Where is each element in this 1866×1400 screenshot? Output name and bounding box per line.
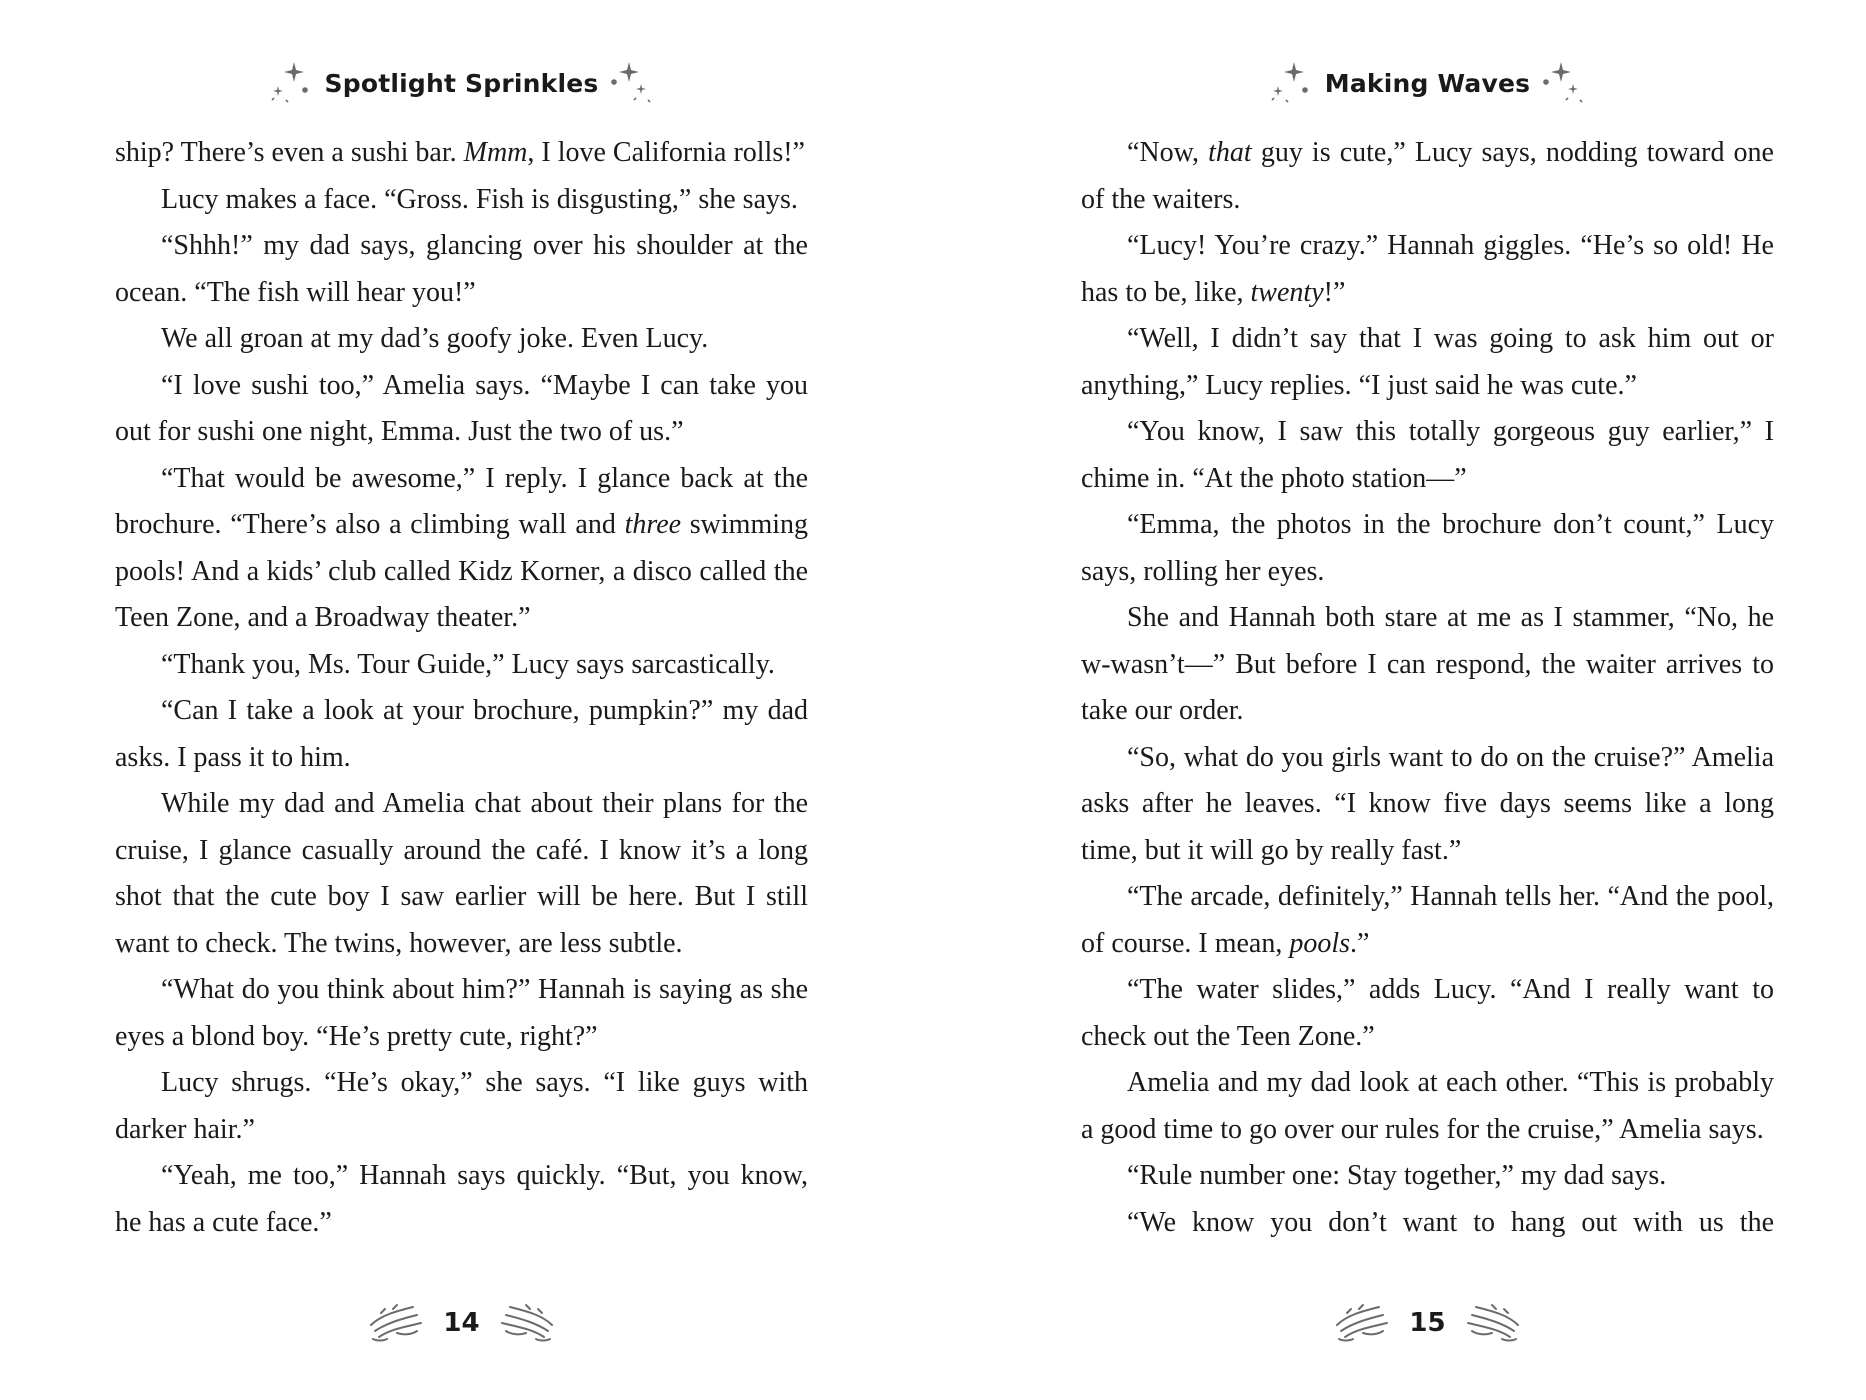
italic-text: three <box>624 509 682 540</box>
text-segment: “Rule number one: Stay together,” my dad says. <box>1127 1160 1667 1191</box>
sparkle-icon <box>608 60 654 106</box>
paragraph <box>115 316 808 363</box>
paragraph <box>115 1060 808 1153</box>
sparkle-icon <box>1269 60 1315 106</box>
paragraph <box>115 130 808 177</box>
paragraph <box>115 642 808 689</box>
paragraph <box>115 1153 808 1246</box>
text-segment: , I love California rolls!” <box>527 137 805 168</box>
italic-text: twenty <box>1250 276 1324 308</box>
text-segment: guy is cute,” Lucy says, nodding toward one of the waiters. <box>1081 137 1774 215</box>
italic-text: that <box>1208 137 1252 168</box>
paragraph <box>1081 409 1774 502</box>
text-segment: We all groan at my dad’s goofy joke. Even Lucy. <box>161 323 709 354</box>
swash-icon <box>367 1301 425 1345</box>
right-body-text <box>1081 130 1774 1246</box>
paragraph <box>115 223 808 316</box>
right-running-head-title: Making Waves <box>1324 68 1531 98</box>
swash-icon <box>1464 1301 1522 1345</box>
text-segment: .” <box>1350 927 1370 959</box>
paragraph <box>115 363 808 456</box>
left-running-head <box>115 58 808 108</box>
paragraph <box>115 688 808 781</box>
sparkle-icon <box>1540 60 1586 106</box>
text-segment: swimming pools! And a kids’ club called Kidz Korner, a disco called the Teen Zone, and a Broadway theater.” <box>115 509 809 633</box>
swash-icon <box>498 1301 556 1345</box>
text-segment: “Thank you, Ms. Tour Guide,” Lucy says sarcastically. <box>161 648 775 680</box>
right-page-number: 15 <box>1409 1308 1446 1338</box>
paragraph <box>1081 130 1774 223</box>
text-segment: “I love sushi too,” Amelia says. “Maybe I can take you out for sushi one night, Emma. Just the two of us.” <box>115 369 808 447</box>
text-segment: “Lucy! You’re crazy.” Hannah giggles. “He’s so old! He has to be, like, <box>1081 230 1774 308</box>
paragraph <box>1081 223 1774 316</box>
paragraph <box>1081 1200 1774 1247</box>
left-folio <box>115 1298 808 1348</box>
italic-text: Mmm <box>463 137 528 168</box>
left-page <box>115 0 808 1400</box>
text-segment: “What do you think about him?” Hannah is saying as she eyes a blond boy. “He’s pretty cute, right?” <box>115 974 808 1052</box>
text-segment: Amelia and my dad look at each other. “This is probably a good time to go over our rules for the cruise,” Amelia says. <box>1081 1067 1774 1145</box>
sparkle-icon <box>269 60 315 106</box>
italic-text: pools <box>1289 927 1351 959</box>
text-segment: While my dad and Amelia chat about their plans for the cruise, I glance casually around the café. I know it’s a long shot that the cute boy I saw earlier will be here. But I still want to check. The twins, however, are less subtle. <box>115 788 808 959</box>
right-folio <box>1081 1298 1774 1348</box>
text-segment: !” <box>1323 276 1346 308</box>
right-running-head <box>1081 58 1774 108</box>
text-segment: “Well, I didn’t say that I was going to ask him out or anything,” Lucy replies. “I just said he was cute.” <box>1081 323 1774 401</box>
text-segment: “Shhh!” my dad says, glancing over his shoulder at the ocean. “The fish will hear you!” <box>115 230 808 308</box>
left-page-number: 14 <box>443 1308 480 1338</box>
left-running-head-title: Spotlight Sprinkles <box>324 68 599 98</box>
paragraph <box>1081 595 1774 735</box>
text-segment: Lucy shrugs. “He’s okay,” she says. “I like guys with darker hair.” <box>115 1067 808 1145</box>
paragraph <box>1081 316 1774 409</box>
text-segment: “Can I take a look at your brochure, pumpkin?” my dad asks. I pass it to him. <box>115 695 808 773</box>
text-segment: “You know, I saw this totally gorgeous guy earlier,” I chime in. “At the photo station—” <box>1081 416 1774 494</box>
right-page <box>1081 0 1774 1400</box>
paragraph <box>1081 735 1774 875</box>
text-segment: “We know you don’t want to hang out with us the <box>1127 1206 1774 1238</box>
text-segment: “Now, <box>1127 137 1209 168</box>
text-segment: She and Hannah both stare at me as I stammer, “No, he w-wasn’t—” But before I can respond, the waiter arrives to take our order. <box>1081 602 1774 726</box>
paragraph <box>1081 1060 1774 1153</box>
paragraph <box>115 456 808 642</box>
text-segment: “So, what do you girls want to do on the cruise?” Amelia asks after he leaves. “I know five days seems like a long time, but it will go by really fast.” <box>1081 741 1774 866</box>
paragraph <box>115 967 808 1060</box>
paragraph <box>1081 502 1774 595</box>
text-segment: “The water slides,” adds Lucy. “And I really want to check out the Teen Zone.” <box>1081 974 1774 1052</box>
paragraph <box>115 177 808 224</box>
paragraph <box>1081 967 1774 1060</box>
paragraph <box>1081 1153 1774 1200</box>
text-segment: “That would be awesome,” I reply. I glance back at the brochure. “There’s also a climbing wall and <box>115 462 808 540</box>
text-segment: “The arcade, definitely,” Hannah tells her. “And the pool, of course. I mean, <box>1081 881 1774 959</box>
text-segment: “Emma, the photos in the brochure don’t count,” Lucy says, rolling her eyes. <box>1081 509 1774 587</box>
swash-icon <box>1333 1301 1391 1345</box>
left-body-text <box>115 130 808 1246</box>
text-segment: ship? There’s even a sushi bar. <box>115 137 464 168</box>
paragraph <box>115 781 808 967</box>
text-segment: Lucy makes a face. “Gross. Fish is disgusting,” she says. <box>161 183 798 215</box>
text-segment: “Yeah, me too,” Hannah says quickly. “But, you know, he has a cute face.” <box>115 1160 808 1238</box>
paragraph <box>1081 874 1774 967</box>
